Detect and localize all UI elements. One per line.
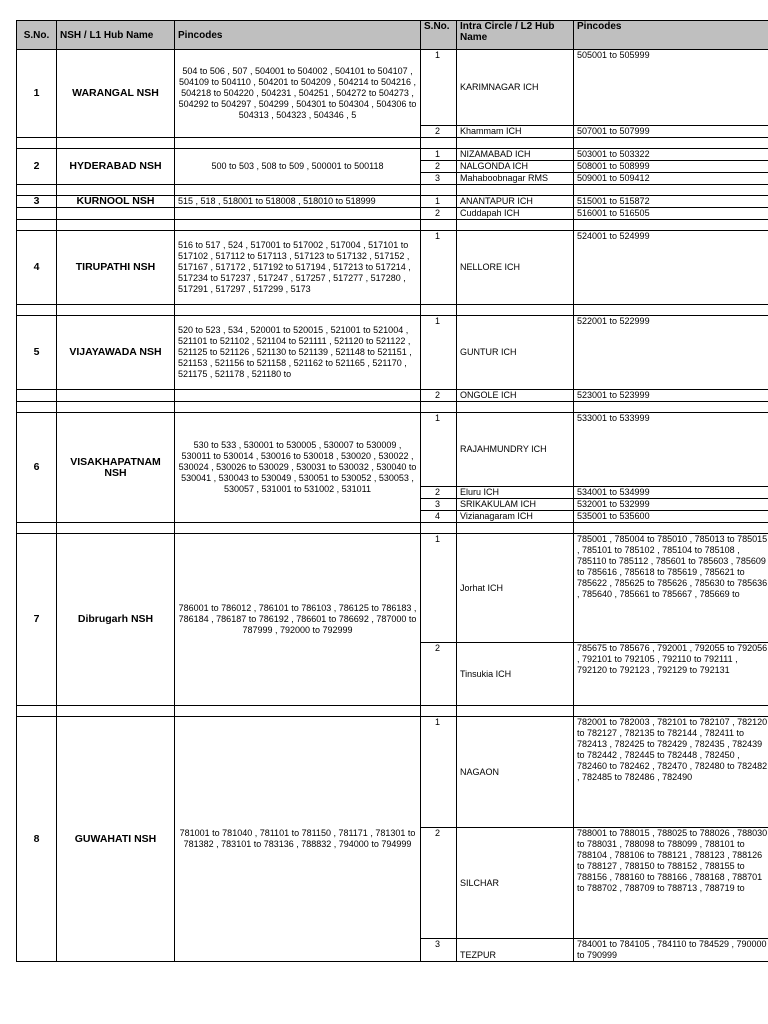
spacer-row bbox=[17, 220, 768, 231]
hub-name: HYDERABAD NSH bbox=[57, 149, 175, 185]
hub-sno: 2 bbox=[17, 149, 57, 185]
sub-hub-name: NAGAON bbox=[457, 717, 574, 828]
hub-sno: 3 bbox=[17, 196, 57, 208]
hub-pincodes: 781001 to 781040 , 781101 to 781150 , 781171 , 781301 to 781382 , 783101 to 783136 , 788832 , 794000 to 794999 bbox=[175, 717, 421, 962]
sub-sno: 1 bbox=[421, 316, 457, 390]
sub-sno: 3 bbox=[421, 173, 457, 185]
sub-pincodes: 533001 to 533999 bbox=[574, 413, 768, 487]
sub-pincodes: 534001 to 534999 bbox=[574, 487, 768, 499]
sub-hub-name: Vizianagaram ICH bbox=[457, 511, 574, 523]
sub-sno: 1 bbox=[421, 50, 457, 126]
sub-pincodes: 508001 to 508999 bbox=[574, 161, 768, 173]
hub-pincodes: 520 to 523 , 534 , 520001 to 520015 , 521001 to 521004 , 521101 to 521102 , 521104 to 521111 , 521120 to 521122 , 521125 to 521126 , 521130 to 521139 , 521148 to 521151 , 521153 , 521156 to 521158 , 521162 to 521165 , 521170 , 521175 , 521178 , 521180 to bbox=[175, 316, 421, 390]
sub-sno: 2 bbox=[421, 487, 457, 499]
sub-hub-name: Khammam ICH bbox=[457, 126, 574, 138]
sub-pincodes: 782001 to 782003 , 782101 to 782107 , 782120 to 782127 , 782135 to 782144 , 782411 to 782413 , 782425 to 782429 , 782435 , 782439 to 782442 , 782445 to 782448 , 782450 , 782460 to 782462 , 782470 , 782480 to 782482 , 782485 to 782486 , 782490 bbox=[574, 717, 768, 828]
sub-hub-name: Tinsukia ICH bbox=[457, 643, 574, 706]
hub-pincodes: 500 to 503 , 508 to 509 , 500001 to 500118 bbox=[175, 149, 421, 185]
spacer-row bbox=[17, 305, 768, 316]
hub-name: Dibrugarh NSH bbox=[57, 534, 175, 706]
sub-pincodes: 532001 to 532999 bbox=[574, 499, 768, 511]
hub-pincodes: 504 to 506 , 507 , 504001 to 504002 , 504101 to 504107 , 504109 to 504110 , 504201 to 504209 , 504214 to 504216 , 504218 to 504220 , 504231 , 504251 , 504272 to 504273 , 504292 to 504297 , 504299 , 504301 to 504304 , 504306 to 504313 , 504323 , 504346 , 5 bbox=[175, 50, 421, 138]
table-row bbox=[17, 316, 768, 390]
sub-sno: 2 bbox=[421, 643, 457, 706]
sub-hub-name: RAJAHMUNDRY ICH bbox=[457, 413, 574, 487]
hub-name: VISAKHAPATNAM NSH bbox=[57, 413, 175, 523]
sub-hub-name: SILCHAR bbox=[457, 828, 574, 939]
sub-sno: 1 bbox=[421, 231, 457, 305]
sub-sno: 2 bbox=[421, 208, 457, 220]
sub-hub-name: NALGONDA ICH bbox=[457, 161, 574, 173]
sub-pincodes: 503001 to 503322 bbox=[574, 149, 768, 161]
sub-pincodes: 507001 to 507999 bbox=[574, 126, 768, 138]
table-row bbox=[17, 231, 768, 305]
header-row bbox=[17, 21, 768, 50]
hub-sno: 1 bbox=[17, 50, 57, 138]
sub-pincodes: 535001 to 535600 bbox=[574, 511, 768, 523]
hub-sno: 7 bbox=[17, 534, 57, 706]
sub-hub-name: GUNTUR ICH bbox=[457, 316, 574, 390]
sub-pincodes: 524001 to 524999 bbox=[574, 231, 768, 305]
header-intra-circle: Intra Circle / L2 Hub Name bbox=[457, 21, 574, 50]
sub-hub-name: Jorhat ICH bbox=[457, 534, 574, 643]
spacer-row bbox=[17, 138, 768, 149]
hub-name: GUWAHATI NSH bbox=[57, 717, 175, 962]
spacer-row bbox=[17, 185, 768, 196]
sub-hub-name: ANANTAPUR ICH bbox=[457, 196, 574, 208]
sub-sno: 3 bbox=[421, 939, 457, 962]
hub-name: TIRUPATHI NSH bbox=[57, 231, 175, 305]
sub-pincodes: 509001 to 509412 bbox=[574, 173, 768, 185]
hub-name: KURNOOL NSH bbox=[57, 196, 175, 208]
sub-hub-name: Mahaboobnagar RMS bbox=[457, 173, 574, 185]
spacer-row bbox=[17, 706, 768, 717]
header-pincodes: Pincodes bbox=[175, 21, 421, 50]
table-row bbox=[17, 413, 768, 487]
header-sno-2: S.No. bbox=[421, 21, 457, 50]
table-row bbox=[17, 149, 768, 161]
hub-sno: 4 bbox=[17, 231, 57, 305]
sub-sno: 2 bbox=[421, 390, 457, 402]
sub-sno: 1 bbox=[421, 534, 457, 643]
sub-hub-name: KARIMNAGAR ICH bbox=[457, 50, 574, 126]
sub-sno: 1 bbox=[421, 149, 457, 161]
sub-pincodes: 516001 to 516505 bbox=[574, 208, 768, 220]
sub-pincodes: 788001 to 788015 , 788025 to 788026 , 788030 to 788031 , 788098 to 788099 , 788101 to 788104 , 788106 to 788121 , 788123 , 788126 to 788127 , 788150 to 788152 , 788155 to 788156 , 788160 to 788166 , 788168 , 788701 to 788702 , 788709 to 788713 , 788719 to bbox=[574, 828, 768, 939]
hub-pincode-table bbox=[16, 20, 768, 962]
sub-hub-name: NIZAMABAD ICH bbox=[457, 149, 574, 161]
pincode-sheet bbox=[16, 20, 768, 962]
sub-pincodes: 505001 to 505999 bbox=[574, 50, 768, 126]
hub-sno: 8 bbox=[17, 717, 57, 962]
table-row bbox=[17, 390, 768, 402]
spacer-row bbox=[17, 523, 768, 534]
table-row bbox=[17, 717, 768, 828]
hub-pincodes: 530 to 533 , 530001 to 530005 , 530007 to 530009 , 530011 to 530014 , 530016 to 530018 , 530020 , 530022 , 530024 , 530026 to 530029 , 530031 to 530032 , 530040 to 530041 , 530043 to 530049 , 530051 to 530052 , 530053 , 530057 , 531001 to 531002 , 531011 bbox=[175, 413, 421, 523]
header-sno: S.No. bbox=[17, 21, 57, 50]
sub-sno: 4 bbox=[421, 511, 457, 523]
sub-sno: 1 bbox=[421, 717, 457, 828]
table-row bbox=[17, 196, 768, 208]
sub-pincodes: 785001 , 785004 to 785010 , 785013 to 785015 , 785101 to 785102 , 785104 to 785108 , 785110 to 785112 , 785601 to 785603 , 785609 to 785616 , 785618 to 785619 , 785621 to 785622 , 785625 to 785626 , 785630 to 785636 , 785640 , 785661 to 785667 , 785669 to bbox=[574, 534, 768, 643]
hub-pincodes: 515 , 518 , 518001 to 518008 , 518010 to 518999 bbox=[175, 196, 421, 208]
hub-pincodes: 786001 to 786012 , 786101 to 786103 , 786125 to 786183 , 786184 , 786187 to 786192 , 786601 to 786692 , 787000 to 787999 , 792000 to 792999 bbox=[175, 534, 421, 706]
sub-sno: 2 bbox=[421, 126, 457, 138]
sub-pincodes: 784001 to 784105 , 784110 to 784529 , 790000 to 790999 bbox=[574, 939, 768, 962]
hub-sno: 5 bbox=[17, 316, 57, 390]
hub-name: WARANGAL NSH bbox=[57, 50, 175, 138]
sub-sno: 3 bbox=[421, 499, 457, 511]
sub-hub-name: SRIKAKULAM ICH bbox=[457, 499, 574, 511]
table-row bbox=[17, 208, 768, 220]
sub-hub-name: ONGOLE ICH bbox=[457, 390, 574, 402]
hub-name: VIJAYAWADA NSH bbox=[57, 316, 175, 390]
sub-pincodes: 522001 to 522999 bbox=[574, 316, 768, 390]
sub-sno: 1 bbox=[421, 196, 457, 208]
sub-pincodes: 523001 to 523999 bbox=[574, 390, 768, 402]
sub-hub-name: Eluru ICH bbox=[457, 487, 574, 499]
sub-hub-name: Cuddapah ICH bbox=[457, 208, 574, 220]
spacer-row bbox=[17, 402, 768, 413]
sub-hub-name: NELLORE ICH bbox=[457, 231, 574, 305]
hub-sno: 6 bbox=[17, 413, 57, 523]
hub-pincodes: 516 to 517 , 524 , 517001 to 517002 , 517004 , 517101 to 517102 , 517112 to 517113 , 517123 to 517132 , 517152 , 517167 , 517172 , 517192 to 517194 , 517213 to 517214 , 517234 to 517237 , 517247 , 517257 , 517277 , 517280 , 517291 , 517297 , 517299 , 5173 bbox=[175, 231, 421, 305]
table-row bbox=[17, 534, 768, 643]
sub-pincodes: 785675 to 785676 , 792001 , 792055 to 792056 , 792101 to 792105 , 792110 to 792111 , 792120 to 792123 , 792129 to 792131 bbox=[574, 643, 768, 706]
sub-pincodes: 515001 to 515872 bbox=[574, 196, 768, 208]
sub-sno: 2 bbox=[421, 161, 457, 173]
sub-hub-name: TEZPUR bbox=[457, 939, 574, 962]
sub-sno: 2 bbox=[421, 828, 457, 939]
table-row bbox=[17, 50, 768, 126]
header-hub-name: NSH / L1 Hub Name bbox=[57, 21, 175, 50]
header-pincodes-2: Pincodes bbox=[574, 21, 768, 50]
sub-sno: 1 bbox=[421, 413, 457, 487]
